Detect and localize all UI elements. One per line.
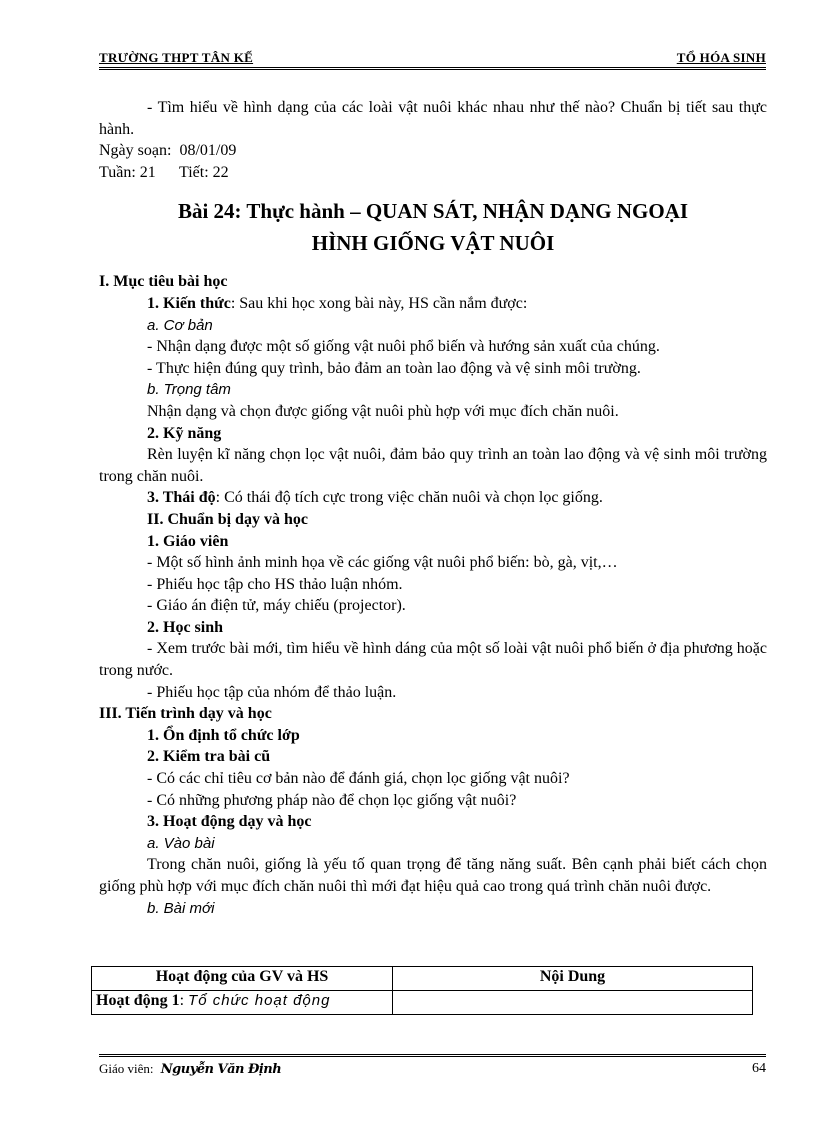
teacher-item-3: - Giáo án điện tử, máy chiếu (projector).: [147, 597, 406, 615]
attitude-line: 3. Thái độ: Có thái độ tích cực trong việc chăn nuôi và chọn lọc giống.: [147, 489, 603, 507]
student-label: 2. Học sinh: [147, 618, 224, 636]
week-label: Tuần: 21: [99, 163, 156, 181]
lesson-title: [99, 195, 767, 259]
page-header: [99, 50, 766, 68]
lesson-title-line1: Bài 24: Thực hành – QUAN SÁT, NHẬN DẠNG NGOẠI: [177, 199, 689, 224]
prep-date-row: [99, 140, 767, 162]
section-process-heading: III. Tiến trình dạy và học: [99, 705, 272, 723]
page-footer: [99, 1061, 766, 1081]
teacher-label: 1. Giáo viên: [147, 532, 229, 550]
skill-text: Rèn luyện kĩ năng chọn lọc vật nuôi, đảm bảo quy trình an toàn lao động và vệ sinh môi trường trong chăn nuôi.: [99, 446, 767, 485]
check-label: 2. Kiểm tra bài cũ: [147, 748, 271, 766]
stabilize-label: 1. Ổn định tổ chức lớp: [147, 726, 300, 744]
footer-rule: [99, 1054, 766, 1057]
homework-task: - Tìm hiểu về hình dạng của các loài vật nuôi khác nhau như thế nào? Chuẩn bị tiết sau thực hành.: [99, 99, 768, 138]
student-item-2: - Phiếu học tập của nhóm để thảo luận.: [147, 683, 397, 701]
focus-label: b. Trọng tâm: [147, 381, 231, 399]
basic-label: a. Cơ bản: [147, 316, 213, 334]
table-cell-content-1: [393, 991, 753, 1015]
intro-text: Trong chăn nuôi, giống là yếu tố quan trọng để tăng năng suất. Bên cạnh phải biết cách chọn giống phù hợp với mục đích chăn nuôi thì mới đạt hiệu quả cao trong quá trình chăn nuôi được.: [99, 856, 767, 895]
table-header-row: [92, 967, 753, 991]
focus-text: Nhận dạng và chọn được giống vật nuôi phù hợp với mục đích chăn nuôi.: [147, 402, 619, 420]
intro-label: a. Vào bài: [147, 834, 215, 852]
table-header-activities: Hoạt động của GV và HS: [92, 967, 393, 991]
table-row: [92, 991, 753, 1015]
page-number: 64: [752, 1061, 766, 1076]
footer-teacher-label: Giáo viên:: [99, 1061, 154, 1076]
student-text: - Xem trước bài mới, tìm hiểu về hình dáng của một số loài vật nuôi phổ biến ở địa phương hoặc trong nước.: [99, 640, 767, 680]
teacher-signature: Nguyễn Văn Định: [160, 1062, 282, 1077]
knowledge-line: 1. Kiến thức: Sau khi học xong bài này, HS cần nắm được:: [147, 294, 528, 312]
activities-label: 3. Hoạt động dạy và học: [147, 813, 312, 831]
school-name: TRƯỜNG THPT TÂN KẾ: [99, 50, 254, 65]
prep-date-value: 08/01/09: [179, 142, 237, 160]
check-item-2: - Có những phương pháp nào để chọn lọc giống vật nuôi?: [147, 791, 517, 809]
footer-teacher: [99, 1061, 281, 1077]
basic-item-2: - Thực hiện đúng quy trình, bảo đảm an toàn lao động và vệ sinh môi trường.: [147, 359, 641, 377]
header-rule: [99, 67, 766, 70]
department-name: TỔ HÓA SINH: [676, 50, 766, 65]
section-preparation-heading: II. Chuẩn bị dạy và học: [147, 510, 308, 528]
basic-item-1: - Nhận dạng được một số giống vật nuôi phổ biến và hướng sản xuất của chúng.: [147, 338, 660, 356]
teacher-item-1: - Một số hình ảnh minh họa về các giống vật nuôi phổ biến: bò, gà, vịt,…: [147, 554, 618, 572]
period-label: Tiết: 22: [179, 163, 229, 181]
table-header-content: Nội Dung: [393, 967, 753, 991]
section-objectives-heading: I. Mục tiêu bài học: [99, 273, 228, 291]
lesson-title-line2: HÌNH GIỐNG VẬT NUÔI: [311, 231, 555, 256]
check-item-1: - Có các chỉ tiêu cơ bản nào để đánh giá, chọn lọc giống vật nuôi?: [147, 770, 570, 788]
skill-label: 2. Kỹ năng: [147, 424, 222, 442]
teacher-item-2: - Phiếu học tập cho HS thảo luận nhóm.: [147, 575, 403, 593]
prep-date-label: Ngày soạn:: [99, 142, 172, 160]
lesson-plan-table: [91, 966, 753, 1015]
new-lesson-label: b. Bài mới: [147, 899, 215, 917]
week-period-row: [99, 162, 767, 184]
document-body: [99, 97, 767, 919]
table-cell-activity-1: Hoạt động 1: Tổ chức hoạt động: [92, 991, 393, 1015]
